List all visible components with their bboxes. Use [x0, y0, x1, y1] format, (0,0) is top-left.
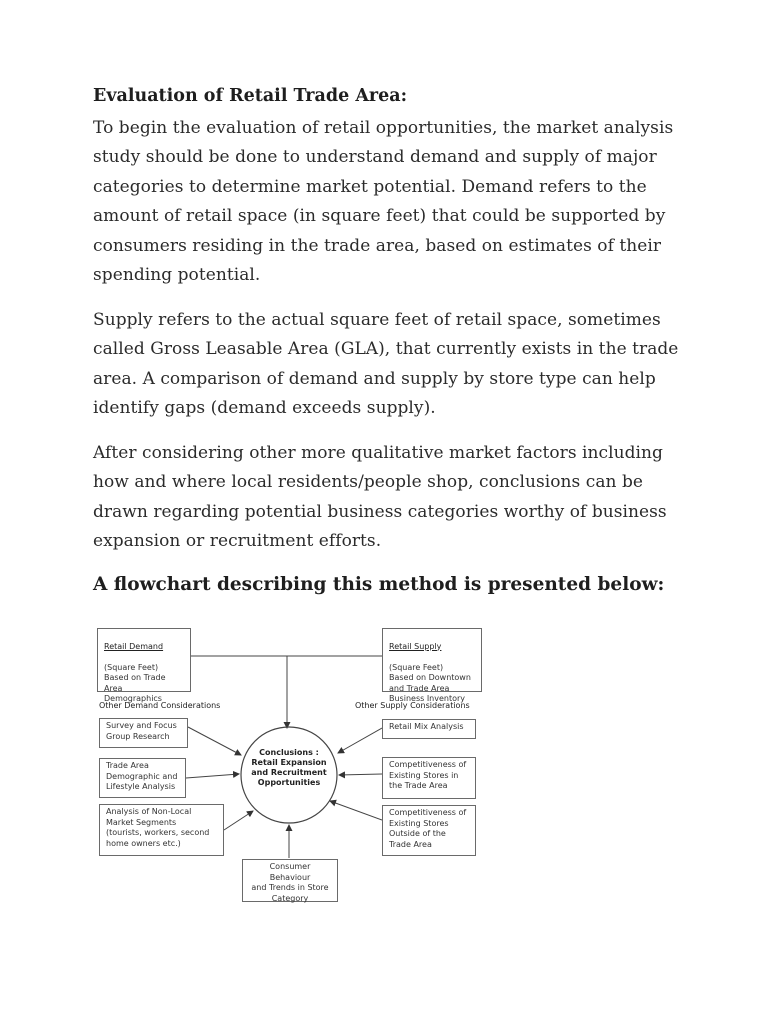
- demographic-box: Trade Area Demographic and Lifestyle Analysis: [99, 758, 186, 798]
- paragraph-conclusions: After considering other more qualitative market factors including how and where local residents/people shop, conclusions can be drawn regarding potential business categories worthy of business expansion or recruitment efforts.: [93, 443, 667, 552]
- paragraph-demand: To begin the evaluation of retail opportunities, the market analysis study should be done to understand demand and supply of major categories to determine market potential. Demand refers to the amount of retail space (in square feet) that could be supported by consumers residing in the trade area, based on estimates of their spending potential.: [93, 118, 674, 286]
- non-local-box: Analysis of Non-Local Market Segments (tourists, workers, second home owners etc.): [99, 804, 224, 856]
- arrow-survey: [188, 727, 241, 755]
- arrow-retail-mix: [338, 728, 382, 753]
- consumer-behaviour-box: Consumer Behaviour and Trends in Store Category: [242, 859, 338, 902]
- arrow-non-local: [224, 811, 253, 830]
- competitiveness-in-box: Competitiveness of Existing Stores in the Trade Area: [382, 757, 476, 799]
- retail-supply-box: [382, 628, 482, 703]
- retail-demand-body: (Square Feet) Based on Trade Area Demographics: [104, 662, 166, 703]
- retail-mix-box: Retail Mix Analysis: [382, 719, 476, 739]
- flowchart-diagram: [90, 618, 500, 910]
- retail-demand-title: Retail Demand: [104, 641, 164, 651]
- conclusions-text: Conclusions : Retail Expansion and Recruitment Opportunities: [251, 748, 327, 787]
- retail-supply-body: (Square Feet) Based on Downtown and Trade Area Business Inventory: [389, 662, 471, 703]
- arrow-competitiveness-out: [330, 801, 382, 820]
- competitiveness-out-box: Competitiveness of Existing Stores Outside of the Trade Area: [382, 805, 476, 856]
- paragraph-supply: Supply refers to the actual square feet of retail space, sometimes called Gross Leasable Area (GLA), that currently exists in the trade area. A comparison of demand and supply by store type can help identify gaps (demand exceeds supply).: [93, 310, 679, 419]
- arrow-competitiveness-in: [339, 774, 382, 775]
- other-supply-label: Other Supply Considerations: [355, 701, 470, 710]
- flowchart-title: A flowchart describing this method is presented below:: [93, 574, 665, 595]
- retail-demand-box: [97, 628, 191, 703]
- section-heading: Evaluation of Retail Trade Area:: [93, 86, 408, 106]
- survey-box: Survey and Focus Group Research: [99, 718, 188, 748]
- retail-supply-title: Retail Supply: [389, 641, 442, 651]
- other-demand-label: Other Demand Considerations: [99, 701, 221, 710]
- arrow-demographic: [186, 774, 239, 778]
